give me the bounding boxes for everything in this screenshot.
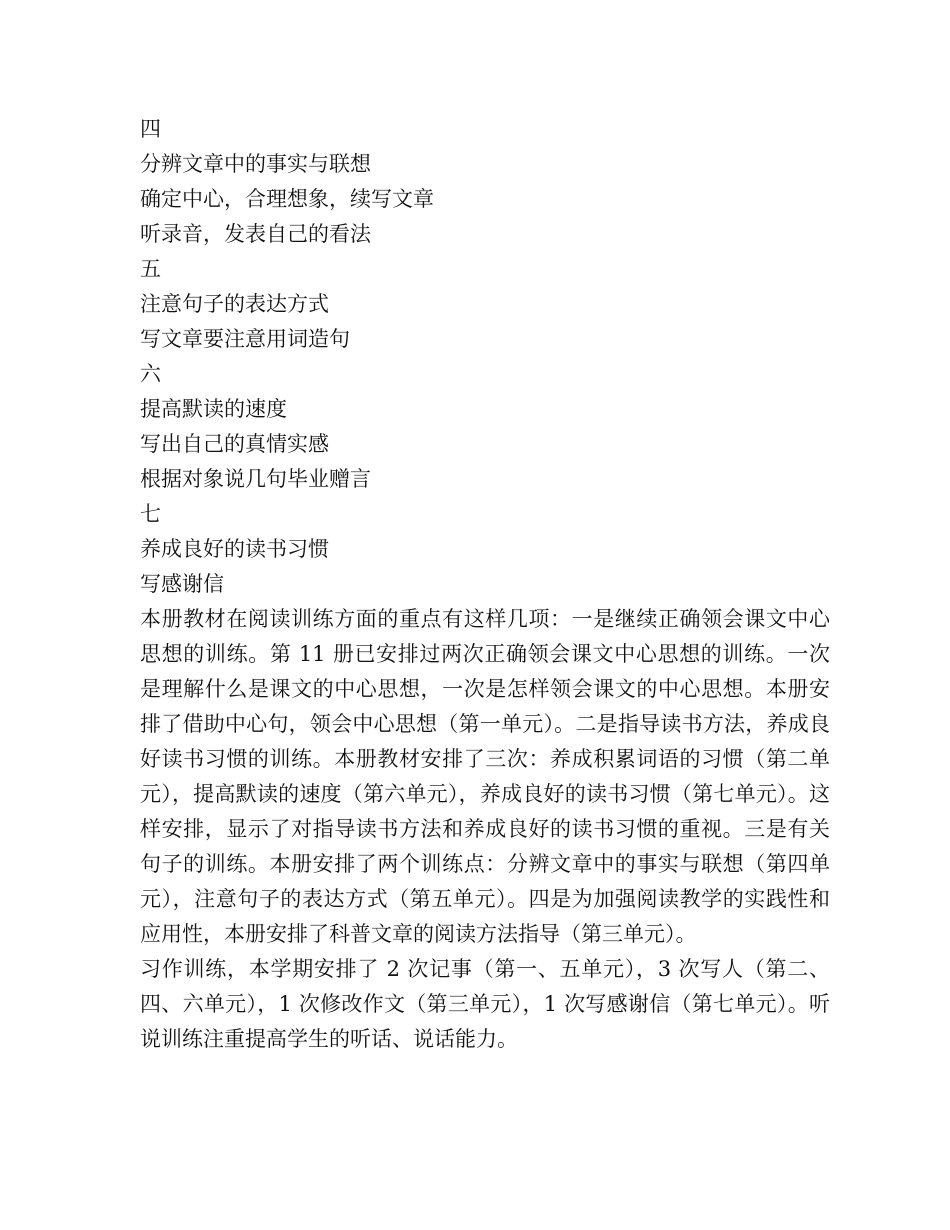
unit-heading-4: 四 <box>140 117 161 141</box>
list-item: 写文章要注意用词造句 <box>140 327 350 351</box>
reading-training-paragraph: 本册教材在阅读训练方面的重点有这样几项：一是继续正确领会课文中心思想的训练。第 11 册已安排过两次正确领会课文中心思想的训练。一次是理解什么是课文的中心思想，一次是怎样领会课文的中心思想。本册安排了借助中心句，领会中心思想（第一单元）。二是指导读书方法，养成良好读书习惯的训练。本册教材安排了三次：养成积累词语的习惯（第二单元），提高默读的速度（第六单元），养成良好的读书习惯（第七单元）。这样安排，显示了对指导读书方法和养成良好的读书习惯的重视。三是有关句子的训练。本册安排了两个训练点：分辨文章中的事实与联想（第四单元），注意句子的表达方式（第五单元）。四是为加强阅读教学的实践性和应用性，本册安排了科普文章的阅读方法指导（第三单元）。 <box>140 607 830 946</box>
list-item: 听录音，发表自己的看法 <box>140 222 371 246</box>
unit-heading-5: 五 <box>140 257 161 281</box>
list-item: 养成良好的读书习惯 <box>140 537 329 561</box>
list-item: 写感谢信 <box>140 572 224 596</box>
list-item: 写出自己的真情实感 <box>140 432 329 456</box>
list-item: 分辨文章中的事实与联想 <box>140 152 371 176</box>
list-item: 根据对象说几句毕业赠言 <box>140 467 371 491</box>
unit-heading-7: 七 <box>140 502 161 526</box>
writing-training-paragraph: 习作训练，本学期安排了 2 次记事（第一、五单元），3 次写人（第二、四、六单元），1 次修改作文（第三单元），1 次写感谢信（第七单元）。听说训练注重提高学生的听话、说话能力。 <box>140 957 830 1051</box>
unit-heading-6: 六 <box>140 362 161 386</box>
document-page <box>140 112 830 1057</box>
list-item: 提高默读的速度 <box>140 397 287 421</box>
list-item: 确定中心，合理想象，续写文章 <box>140 187 434 211</box>
list-item: 注意句子的表达方式 <box>140 292 329 316</box>
